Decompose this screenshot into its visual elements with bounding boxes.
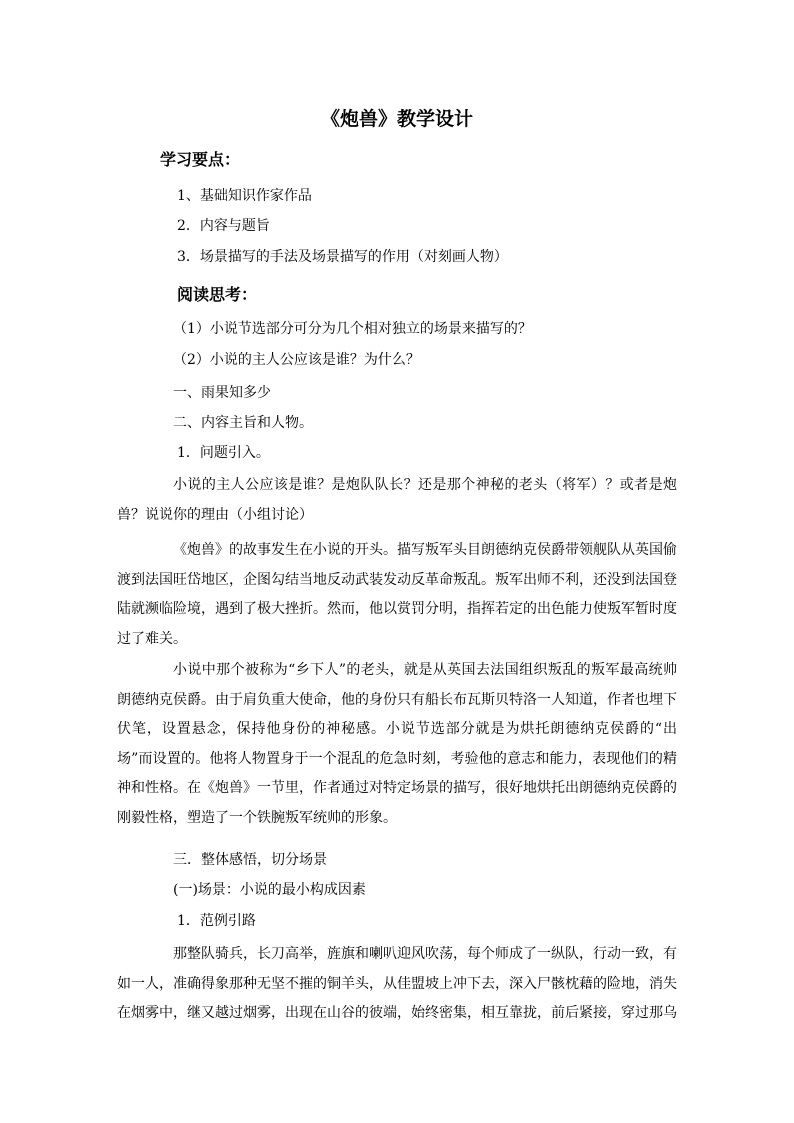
- learning-points-heading: 学习要点：: [160, 150, 241, 169]
- outline-part-3-sub-1: (一)场景：小说的最小构成因素: [173, 882, 366, 898]
- learning-point-2: 2．内容与题旨: [177, 218, 270, 234]
- outline-part-3-item-1: 1．范例引路: [177, 913, 256, 929]
- outline-part-1: 一、雨果知多少: [173, 385, 271, 401]
- paragraph-example: 那整队骑兵，长刀高举，旌旗和喇叭迎风吹荡，每个师成了一纵队，行动一致，有如一人，准确得象那种无坚不摧的铜羊头，从佳盟坡上冲下去，深入尸骸枕藉的险地，消失在烟雾中，继又越过烟雾，出现在山谷的彼端，始终密集，相互靠拢，前后紧接，穿过那乌: [117, 946, 677, 1021]
- paragraph-question: 小说的主人公应该是谁？是炮队队长？还是那个神秘的老头（将军）？或者是炮兽？说说你的理由（小组讨论）: [117, 477, 677, 523]
- paragraph-story: 《炮兽》的故事发生在小说的开头。描写叛军头目朗德纳克侯爵带领舰队从英国偷渡到法国旺岱地区，企图勾结当地反动武装发动反革命叛乱。叛军出师不利，还没到法国登陆就濒临险境，遇到了极大挫折。然而，他以赏罚分明，指挥若定的出色能力使叛军暂时度过了难关。: [117, 542, 677, 647]
- reading-question-1: （1）小说节选部分可分为几个相对独立的场景来描写的？: [173, 321, 532, 337]
- paragraph-character: 小说中那个被称为“乡下人”的老头，就是从英国去法国组织叛乱的叛军最高统帅朗德纳克侯爵。由于肩负重大使命，他的身份只有船长布瓦斯贝特洛一人知道，作者也埋下伏笔，设置悬念，保持他身份的神秘感。小说节选部分就是为烘托朗德纳克侯爵的“出场”而设置的。他将人物置身于一个混乱的危急时刻，考验他的意志和能力，表现他们的精神和性格。在《炮兽》一节里，作者通过对特定场景的描写，很好地烘托出朗德纳克侯爵的刚毅性格，塑造了一个铁腕叛军统帅的形象。: [117, 662, 677, 826]
- learning-point-1: 1、基础知识作家作品: [177, 188, 312, 204]
- reading-question-2: （2）小说的主人公应该是谁？为什么？: [173, 352, 420, 368]
- outline-part-2-sub-1: 1．问题引入。: [177, 445, 270, 461]
- outline-part-2: 二、内容主旨和人物。: [173, 415, 313, 431]
- document-title: 《炮兽》教学设计: [320, 108, 473, 130]
- learning-point-3: 3．场景描写的手法及场景描写的作用（对刻画人物）: [177, 249, 508, 265]
- reading-thinking-heading: 阅读思考：: [177, 285, 258, 304]
- outline-part-3: 三．整体感悟，切分场景: [173, 852, 327, 868]
